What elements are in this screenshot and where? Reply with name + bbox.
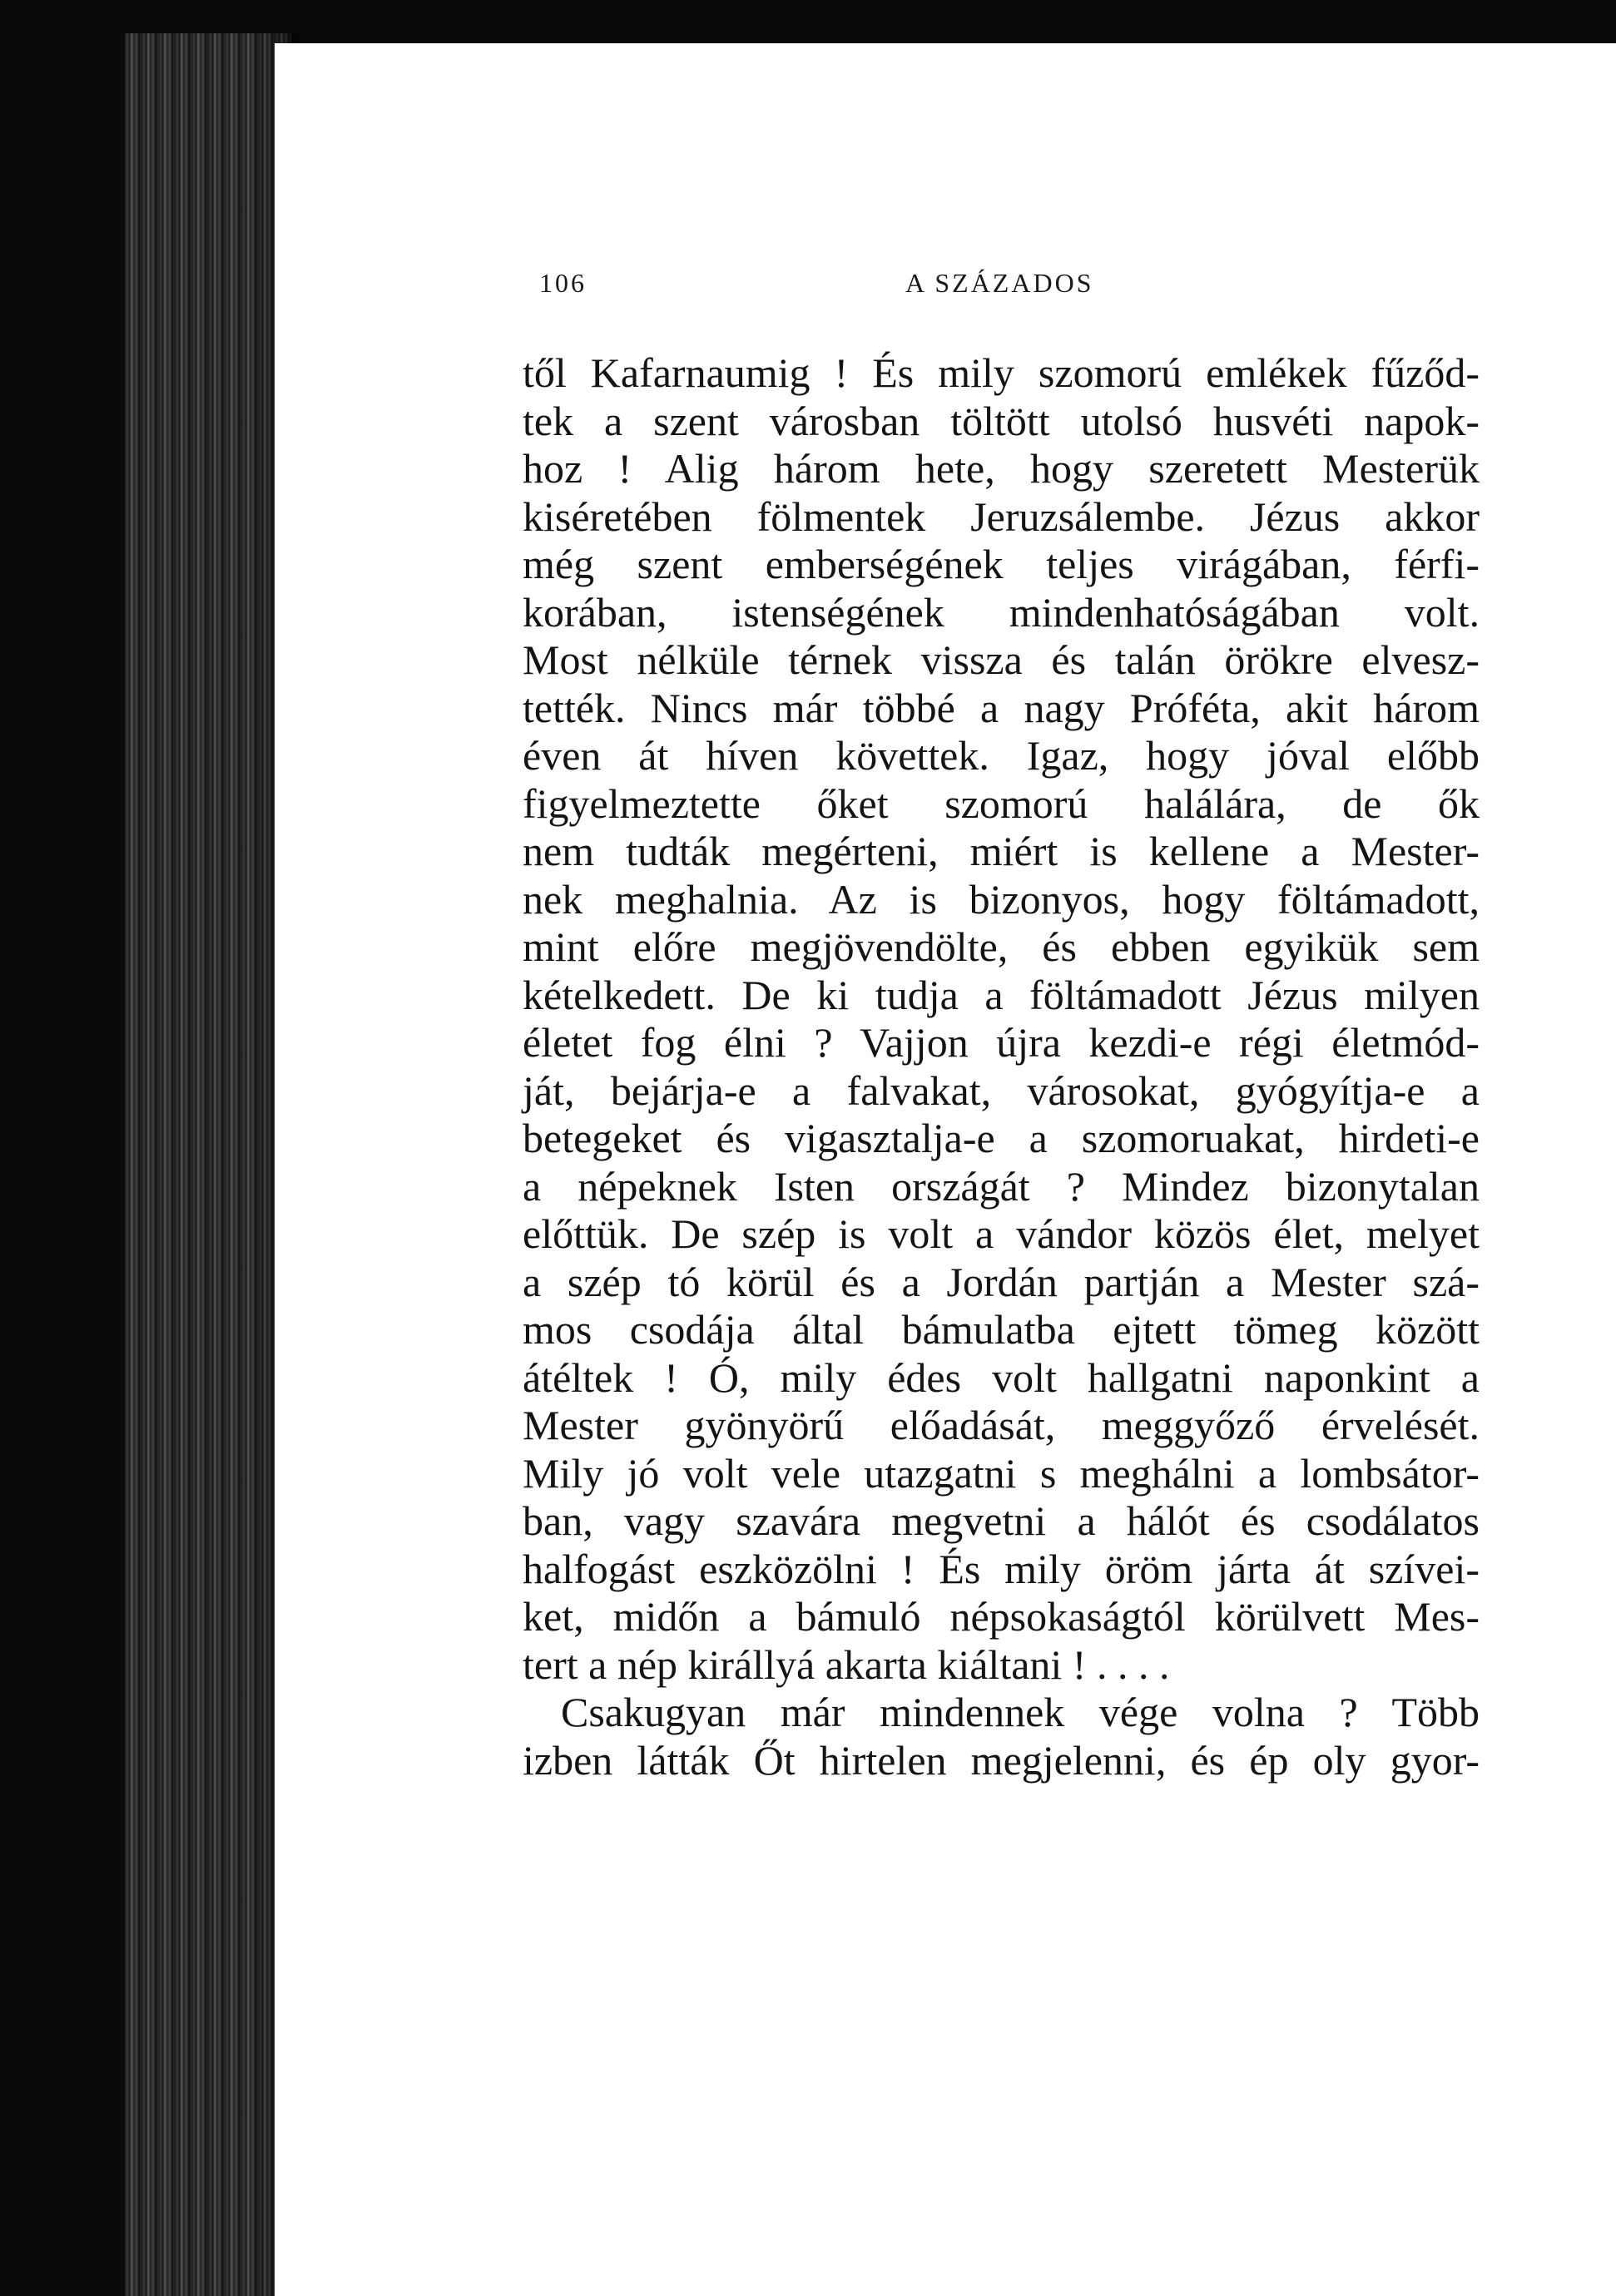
text-line: betegeket és vigasztalja-e a szomoruakat, hirdeti-e	[523, 1115, 1480, 1161]
running-title: A SZÁZADOS	[905, 268, 1094, 298]
text-line: életet fog élni ? Vajjon újra kezdi-e régi életmód-	[523, 1019, 1480, 1066]
text-line: ban, vagy szavára megvetni a hálót és csodálatos	[523, 1497, 1480, 1544]
text-line: nem tudták megérteni, miért is kellene a Mester-	[523, 828, 1480, 874]
text-line: ket, midőn a bámuló népsokaságtól körülvett Mes-	[523, 1593, 1480, 1640]
text-line: izben látták Őt hirtelen megjelenni, és ép oly gyor-	[523, 1736, 1480, 1784]
text-line: átéltek ! Ó, mily édes volt hallgatni naponkint a	[523, 1353, 1480, 1401]
text-line: mos csodája által bámulatba ejtett tömeg között	[523, 1306, 1480, 1353]
text-line: figyelmeztette őket szomorú halálára, de ők	[523, 779, 1480, 827]
body-text	[523, 349, 1480, 1784]
text-line: Most nélküle térnek vissza és talán örökre elvesz-	[523, 636, 1480, 683]
text-line: ját, bejárja-e a falvakat, városokat, gyógyítja-e a	[523, 1066, 1480, 1114]
text-line: előttük. De szép is volt a vándor közös élet, melyet	[523, 1210, 1480, 1257]
text-line: a szép tó körül és a Jordán partján a Mester szá-	[523, 1258, 1480, 1305]
text-line: től Kafarnaumig ! És mily szomorú emlékek fűződ-	[523, 349, 1480, 396]
text-line: korában, istenségének mindenhatóságában volt.	[523, 588, 1480, 636]
text-line: Mily jó volt vele utazgatni s meghálni a lombsátor-	[523, 1449, 1480, 1497]
text-line: halfogást eszközölni ! És mily öröm járta át szívei-	[523, 1545, 1480, 1592]
text-line: hoz ! Alig három hete, hogy szeretett Mesterük	[523, 445, 1480, 492]
page-number: 106	[539, 268, 587, 298]
running-head	[523, 268, 1480, 318]
text-line: kiséretében fölmentek Jeruzsálembe. Jézus akkor	[523, 492, 1480, 540]
text-line: tek a szent városban töltött utolsó husvéti napok-	[523, 397, 1480, 444]
text-line: mint előre megjövendölte, és ebben egyikük sem	[523, 923, 1480, 970]
text-line: még szent emberségének teljes virágában, férfi-	[523, 541, 1480, 587]
text-line-paragraph-end: tert a nép királlyá akarta kiáltani ! . . . .	[523, 1640, 1170, 1688]
text-line: éven át híven követtek. Igaz, hogy jóval előbb	[523, 732, 1480, 779]
text-line-paragraph-start: Csakugyan már mindennek vége volna ? Több	[561, 1689, 1480, 1735]
text-line: nek meghalnia. Az is bizonyos, hogy föltámadott,	[523, 875, 1480, 923]
text-line: Mester gyönyörű előadását, meggyőző érvelését.	[523, 1402, 1480, 1448]
text-line: tették. Nincs már többé a nagy Próféta, akit három	[523, 684, 1480, 731]
text-line: kételkedett. De ki tudja a föltámadott Jézus milyen	[523, 971, 1480, 1018]
text-line: a népeknek Isten országát ? Mindez bizonytalan	[523, 1162, 1480, 1210]
text-block	[523, 268, 1480, 1784]
page-sheet	[275, 43, 1616, 2296]
